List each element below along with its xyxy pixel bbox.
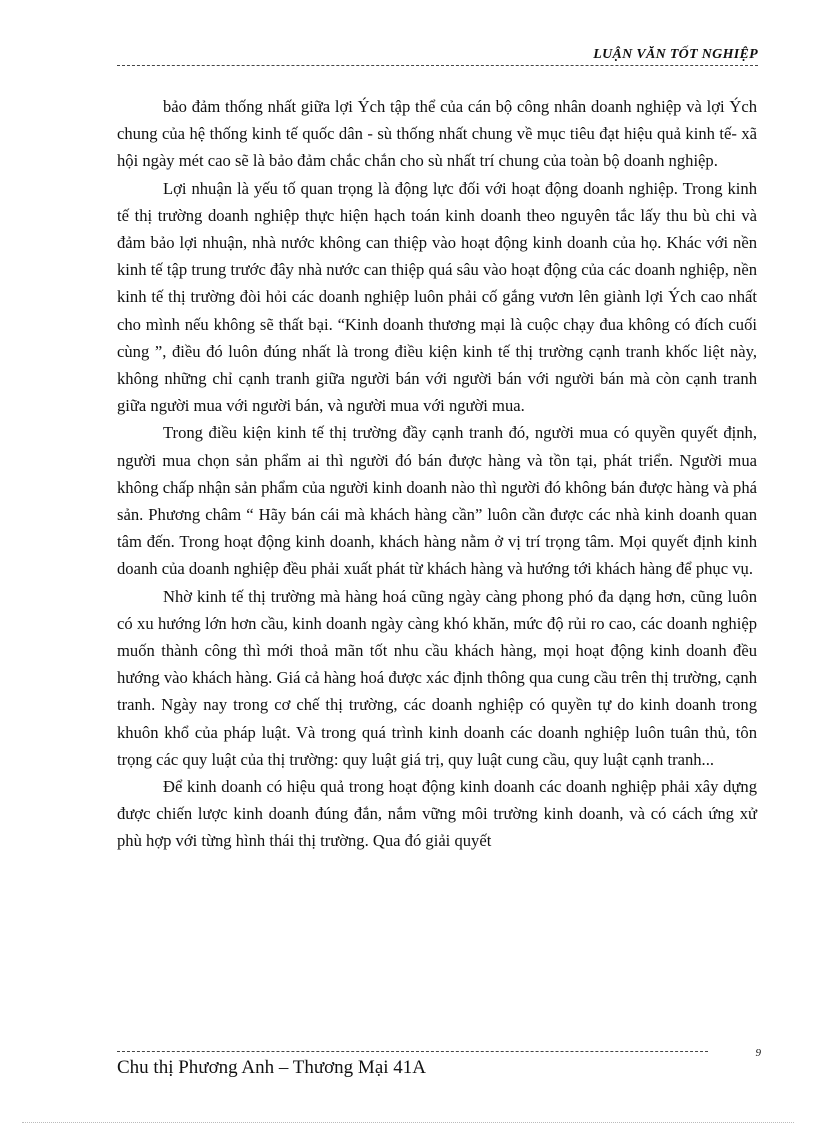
header-divider [117, 65, 758, 66]
body-paragraph-1: bảo đảm thống nhất giữa lợi Ých tập thể của cán bộ công nhân doanh nghiệp và lợi Ých chung của hệ thống kinh tế quốc dân - sù thống nhất chung về mục tiêu đạt hiệu quả kinh tế- xã hội ngày mét cao sẽ là bảo đảm chắc chắn cho sù nhất trí chung của toàn bộ doanh nghiệp. [117, 97, 757, 171]
footer-divider [117, 1051, 708, 1052]
running-header-title: LUẬN VĂN TỐT NGHIỆP [593, 47, 758, 62]
page-body [117, 93, 757, 855]
page-number: 9 [755, 1047, 761, 1059]
body-paragraph-2: Lợi nhuận là yếu tố quan trọng là động lực đối với hoạt động doanh nghiệp. Trong kinh tế thị trường doanh nghiệp thực hiện hạch toán kinh doanh theo nguyên tắc lấy thu bù chi và đảm bảo lợi nhuận, nhà nước không can thiệp vào hoạt động kinh doanh của họ. Khác với nền kinh tế tập trung trước đây nhà nước can thiệp quá sâu vào hoạt động của các doanh nghiệp, nền kinh tế thị trường đòi hỏi các doanh nghiệp luôn phải cố gắng vươn lên giành lợi Ých cao nhất cho mình nếu không sẽ thất bại. “Kinh doanh thương mại là cuộc chạy đua không có đích cuối cùng ”, điều đó luôn đúng nhất là trong điều kiện kinh tế thị trường cạnh tranh khốc liệt này, không những chỉ cạnh tranh giữa người bán với người bán với người bán mà còn cạnh tranh giữa người mua với người bán, và người mua với người mua. [117, 178, 757, 416]
footer-author: Chu thị Phương Anh – Thương Mại 41A [117, 1057, 427, 1078]
body-paragraph-5: Để kinh doanh có hiệu quả trong hoạt động kinh doanh các doanh nghiệp phải xây dựng được chiến lược kinh doanh đúng đắn, nắm vững môi trường kinh doanh, và có cách ứng xử phù hợp với từng hình thái thị trường. Qua đó giải quyết [117, 777, 757, 851]
body-paragraph-3: Trong điều kiện kinh tế thị trường đầy cạnh tranh đó, người mua có quyền quyết định, người mua chọn sản phẩm ai thì người đó bán được hàng và tồn tại, phát triển. Người mua không chấp nhận sản phẩm của người kinh doanh nào thì người đó không bán được hàng và phá sản. Phương châm “ Hãy bán cái mà khách hàng cần” luôn cần được các nhà kinh doanh quan tâm đến. Trong hoạt động kinh doanh, khách hàng nằm ở vị trí trọng tâm. Mọi quyết định kinh doanh của doanh nghiệp đều phải xuất phát từ khách hàng và hướng tới khách hàng để phục vụ. [117, 423, 757, 579]
body-paragraph-4: Nhờ kinh tế thị trường mà hàng hoá cũng ngày càng phong phó đa dạng hơn, cũng luôn có xu hướng lớn hơn cầu, kinh doanh ngày càng khó khăn, mức độ rủi ro cao, các doanh nghiệp muốn thành công thì mới thoả mãn tốt nhu cầu khách hàng, mọi hoạt động kinh doanh đều hướng vào khách hàng. Giá cả hàng hoá được xác định thông qua cung cầu trên thị trường, cạnh tranh. Ngày nay trong cơ chế thị trường, các doanh nghiệp có quyền tự do kinh doanh trong khuôn khổ của pháp luật. Và trong quá trình kinh doanh các doanh nghiệp luôn tuân thủ, tôn trọng các quy luật của thị trường: quy luật giá trị, quy luật cung cầu, quy luật cạnh tranh... [117, 586, 757, 769]
